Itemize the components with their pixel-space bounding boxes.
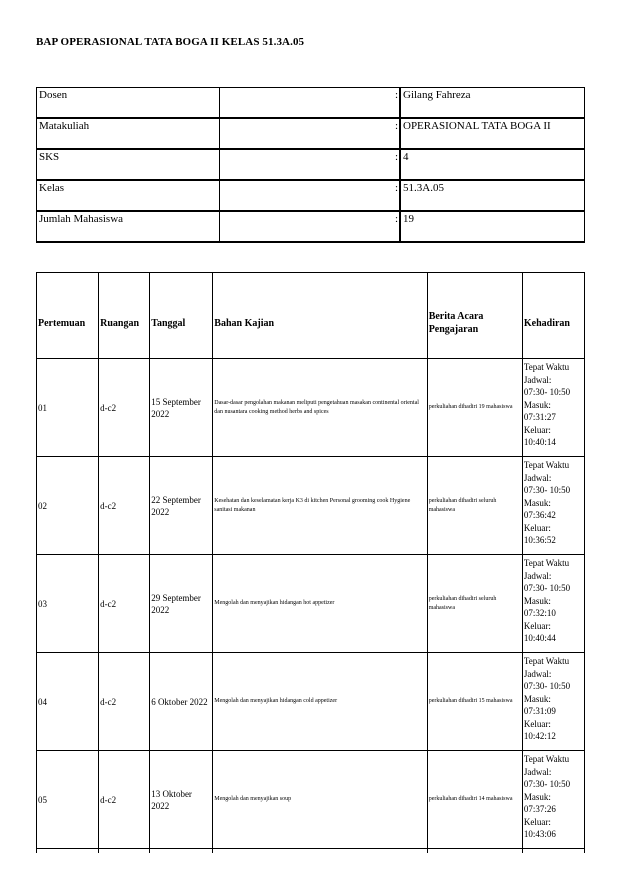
column-header: Tanggal — [150, 273, 213, 359]
cell-pertemuan: 04 — [37, 653, 99, 751]
cell-kehadiran — [522, 555, 584, 653]
cell-ruangan: d-c2 — [99, 359, 150, 457]
table-row — [37, 359, 585, 457]
info-row — [37, 118, 585, 149]
cell-berita-acara: perkuliahan dihadiri seluruh mahasiswa — [427, 457, 522, 555]
cell-berita-acara: perkuliahan dihadiri 14 mahasiswa — [427, 751, 522, 849]
cell-berita-acara: perkuliahan dihadiri 19 mahasiswa — [427, 359, 522, 457]
kehadiran-line: 07:31:27 — [523, 412, 556, 422]
info-value: Gilang Fahreza — [400, 88, 585, 119]
kehadiran-line: Keluar: — [523, 424, 551, 435]
empty-cell — [150, 849, 213, 854]
column-header: Bahan Kajian — [213, 273, 427, 359]
kehadiran-line: 07:36:42 — [523, 510, 556, 520]
cell-berita-acara: perkuliahan dihadiri 15 mahasiswa — [427, 653, 522, 751]
kehadiran-line: 07:30- 10:50 — [523, 387, 571, 397]
kehadiran-line: 10:42:12 — [523, 731, 556, 741]
kehadiran-line: Tepat Waktu — [523, 558, 570, 568]
kehadiran-line: 07:32:10 — [523, 608, 556, 618]
empty-cell — [37, 849, 99, 854]
cell-tanggal: 29 September 2022 — [150, 555, 213, 653]
kehadiran-line: 07:37:26 — [523, 804, 556, 814]
cell-kehadiran — [522, 359, 584, 457]
info-value: OPERASIONAL TATA BOGA II — [400, 118, 585, 149]
info-label: Kelas — [37, 180, 220, 211]
kehadiran-line: 10:40:14 — [523, 437, 556, 447]
cell-pertemuan: 02 — [37, 457, 99, 555]
info-value: 51.3A.05 — [400, 180, 585, 211]
column-header: Pertemuan — [37, 273, 99, 359]
info-row — [37, 211, 585, 242]
info-label: Matakuliah — [37, 118, 220, 149]
kehadiran-line: Masuk: — [523, 497, 551, 508]
info-row — [37, 180, 585, 211]
kehadiran-line: Keluar: — [523, 816, 551, 827]
cell-tanggal: 15 September 2022 — [150, 359, 213, 457]
cell-ruangan: d-c2 — [99, 653, 150, 751]
table-row — [37, 751, 585, 849]
cell-tanggal: 13 Oktober 2022 — [150, 751, 213, 849]
cell-kehadiran — [522, 653, 584, 751]
cell-ruangan: d-c2 — [99, 457, 150, 555]
info-label: Dosen — [37, 88, 220, 119]
kehadiran-line: Keluar: — [523, 620, 551, 631]
kehadiran-line: Masuk: — [523, 693, 551, 704]
kehadiran-line: Jadwal: — [523, 472, 552, 483]
kehadiran-line: 10:40:44 — [523, 633, 556, 643]
kehadiran-line: Jadwal: — [523, 374, 552, 385]
kehadiran-line: Tepat Waktu — [523, 656, 570, 666]
cell-pertemuan: 03 — [37, 555, 99, 653]
cell-pertemuan: 05 — [37, 751, 99, 849]
course-info-table — [36, 87, 585, 243]
kehadiran-line: Masuk: — [523, 399, 551, 410]
kehadiran-line: Tepat Waktu — [523, 362, 570, 372]
kehadiran-line: Masuk: — [523, 595, 551, 606]
info-separator: : — [220, 211, 401, 242]
document-title: BAP OPERASIONAL TATA BOGA II KELAS 51.3A.05 — [36, 36, 305, 48]
cell-bahan-kajian: Mengolah dan menyajikan hidangan hot appetizer — [213, 555, 427, 653]
table-row — [37, 555, 585, 653]
empty-cell — [99, 849, 150, 854]
kehadiran-line: Tepat Waktu — [523, 460, 570, 470]
cell-tanggal: 6 Oktober 2022 — [150, 653, 213, 751]
table-row-continuation — [37, 849, 585, 854]
cell-ruangan: d-c2 — [99, 555, 150, 653]
info-separator: : — [220, 180, 401, 211]
cell-pertemuan: 01 — [37, 359, 99, 457]
kehadiran-line: 07:31:09 — [523, 706, 556, 716]
kehadiran-line: 07:30- 10:50 — [523, 583, 571, 593]
cell-bahan-kajian: Dasar-dasar pengolahan makanan meliputi pengetahuan masakan continental oriental dan nusantara cooking method herbs and spices — [213, 359, 427, 457]
cell-berita-acara: perkuliahan dihadiri seluruh mahasiswa — [427, 555, 522, 653]
kehadiran-line: 07:30- 10:50 — [523, 681, 571, 691]
info-separator: : — [220, 118, 401, 149]
kehadiran-line: 10:36:52 — [523, 535, 556, 545]
info-separator: : — [220, 88, 401, 119]
kehadiran-line: 10:43:06 — [523, 829, 556, 839]
column-header: Kehadiran — [522, 273, 584, 359]
kehadiran-line: Jadwal: — [523, 766, 552, 777]
empty-cell — [427, 849, 522, 854]
kehadiran-line: 07:30- 10:50 — [523, 779, 571, 789]
cell-bahan-kajian: Mengolah dan menyajikan hidangan cold appetizer — [213, 653, 427, 751]
info-value: 4 — [400, 149, 585, 180]
kehadiran-line: Tepat Waktu — [523, 754, 570, 764]
cell-kehadiran — [522, 751, 584, 849]
cell-bahan-kajian: Mengolah dan menyajikan soup — [213, 751, 427, 849]
kehadiran-line: 07:30- 10:50 — [523, 485, 571, 495]
table-row — [37, 457, 585, 555]
empty-cell — [213, 849, 427, 854]
cell-ruangan: d-c2 — [99, 751, 150, 849]
attendance-table — [36, 272, 585, 853]
kehadiran-line: Jadwal: — [523, 570, 552, 581]
cell-bahan-kajian: Kesehatan dan keselamatan kerja K3 di kitchen Personal grooming cook Hygiene sanitasi makanan — [213, 457, 427, 555]
empty-cell — [522, 849, 584, 854]
table-row — [37, 653, 585, 751]
kehadiran-line: Jadwal: — [523, 668, 552, 679]
kehadiran-line: Keluar: — [523, 718, 551, 729]
info-value: 19 — [400, 211, 585, 242]
column-header: Ruangan — [99, 273, 150, 359]
cell-kehadiran — [522, 457, 584, 555]
cell-tanggal: 22 September 2022 — [150, 457, 213, 555]
info-row — [37, 88, 585, 119]
info-label: Jumlah Mahasiswa — [37, 211, 220, 242]
table-header-row — [37, 273, 585, 359]
info-separator: : — [220, 149, 401, 180]
column-header: Berita Acara Pengajaran — [427, 273, 522, 359]
info-row — [37, 149, 585, 180]
info-label: SKS — [37, 149, 220, 180]
kehadiran-line: Keluar: — [523, 522, 551, 533]
kehadiran-line: Masuk: — [523, 791, 551, 802]
